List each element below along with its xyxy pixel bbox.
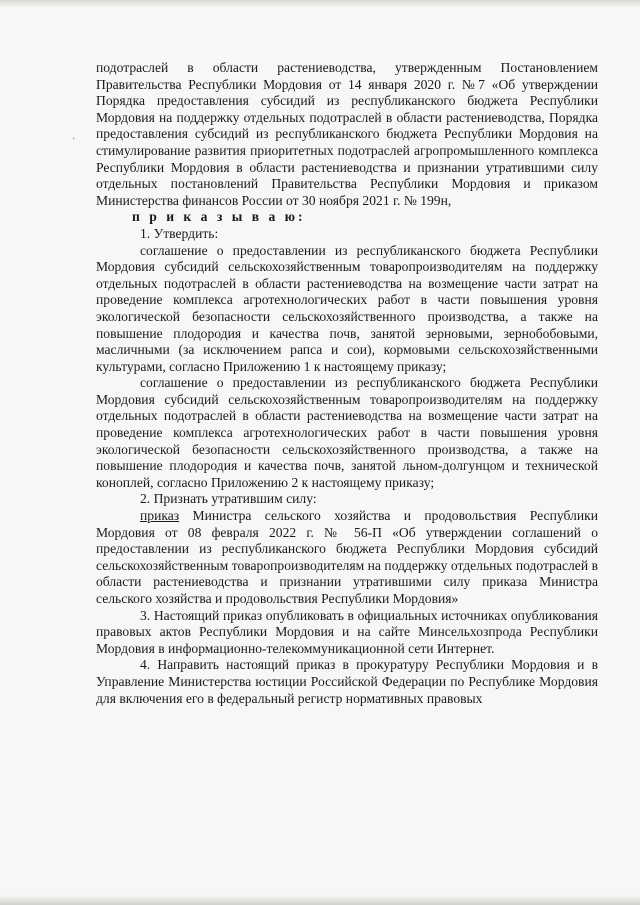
item2-text: Министра сельского хозяйства и продовольствия Республики Мордовия от 08 февраля 2022 г. № 56-П «Об утверждении соглашений о предоставлении из республиканского бюджета Республики Мордовия субсидий сельскохозяйственным товаропроизводителям на поддержку отдельных подотраслей в области растениеводства и признании утратившими силу приказа Министра сельского хозяйства и продовольствия Республики Мордовия» xyxy=(96,508,598,606)
order-word-text: п р и к а з ы в а ю: xyxy=(132,209,306,225)
scan-top-edge xyxy=(0,0,640,8)
scan-bottom-edge xyxy=(0,895,640,905)
item2-paragraph xyxy=(96,508,598,608)
document-page xyxy=(96,60,598,707)
item4-paragraph: 4. Направить настоящий приказ в прокуратуру Республики Мордовия и в Управление Министерства юстиции Российской Федерации по Республике Мордовия для включения его в федеральный регистр нормативных правовых xyxy=(96,657,598,706)
item1-title: 1. Утвердить: xyxy=(140,225,219,241)
order-word xyxy=(96,209,598,226)
intro-paragraph: подотраслей в области растениеводства, утвержденным Постановлением Правительства Республики Мордовия от 14 января 2020 г. №7 «Об утверждении Порядка предоставления субсидий из республиканского бюджета Республики Мордовия на поддержку отдельных подотраслей в области растениеводства, Порядка предоставления субсидий из республиканского бюджета Республики Мордовия на стимулирование развития приоритетных подотраслей агропромышленного комплекса Республики Мордовия в области растениеводства и признании утратившими силу отдельных постановлений Правительства Республики Мордовия и приказом Министерства финансов России от 30 ноября 2021 г. № 199н, xyxy=(96,60,598,208)
item2-order-link[interactable]: приказ xyxy=(140,508,180,524)
item3-paragraph: 3. Настоящий приказ опубликовать в официальных источниках опубликования правовых актов Республики Мордовия и на сайте Минсельхозпрода Республики Мордовия в информационно-телекоммуникационной сети Интернет. xyxy=(96,607,598,656)
agreement2-paragraph: соглашение о предоставлении из республиканского бюджета Республики Мордовия субсидий сельскохозяйственным товаропроизводителям на поддержку отдельных подотраслей в области растениеводства на возмещение части затрат на проведение комплекса агротехнологических работ в части повышения уровня экологической безопасности сельскохозяйственного производства, а также на повышение плодородия и качества почв, занятой льном-долгунцом и технической коноплей, согласно Приложению 2 к настоящему приказу; xyxy=(96,375,598,490)
agreement1-paragraph: соглашение о предоставлении из республиканского бюджета Республики Мордовия субсидий сельскохозяйственным товаропроизводителям на поддержку отдельных подотраслей в области растениеводства на возмещение части затрат на проведение комплекса агротехнологических работ в части повышения уровня экологической безопасности сельскохозяйственного производства, а также на повышение плодородия и качества почв, занятой зерновыми, зернобобовыми, масличными (за исключением рапса и сои), кормовыми сельскохозяйственными культурами, согласно Приложению 1 к настоящему приказу; xyxy=(96,242,598,374)
scan-mark: · xyxy=(72,134,76,145)
item2-title: 2. Признать утратившим силу: xyxy=(140,491,317,507)
